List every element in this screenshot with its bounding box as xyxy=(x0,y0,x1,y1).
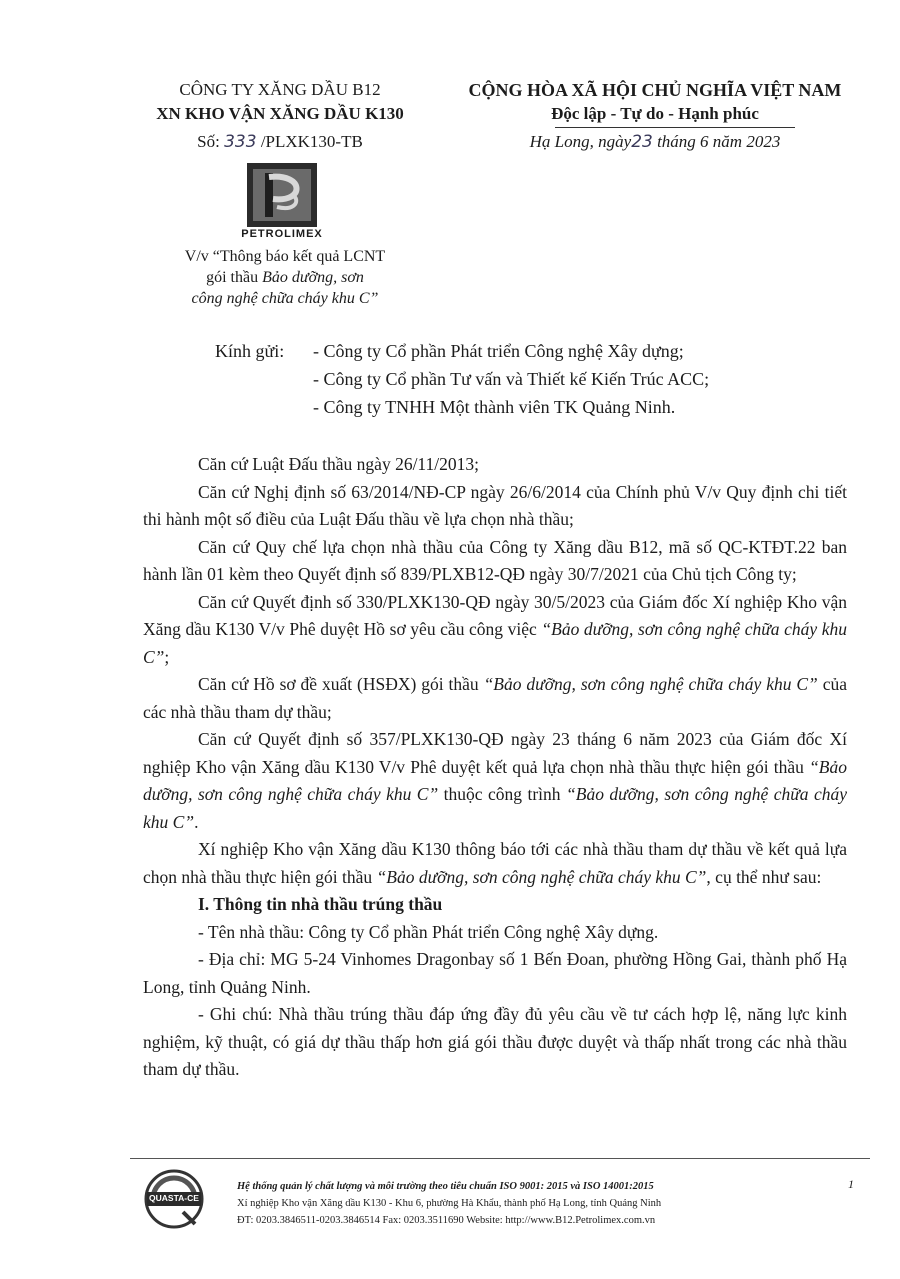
unit-name: XN KHO VẬN XĂNG DẦU K130 xyxy=(156,104,404,123)
winner-address: - Địa chỉ: MG 5-24 Vinhomes Dragonbay số 1 Bến Đoan, phường Hồng Gai, thành phố Hạ Long, tỉnh Quảng Ninh. xyxy=(143,949,847,997)
winner-name: - Tên nhà thầu: Công ty Cổ phần Phát triển Công nghệ Xây dựng. xyxy=(198,921,659,942)
date-prefix: Hạ Long, ngày xyxy=(529,132,632,151)
footer-contact-line: ĐT: 0203.3846511-0203.3846514 Fax: 0203.3511690 Website: http://www.B12.Petrolimex.com.vn xyxy=(237,1215,656,1226)
logo-text: PETROLIMEX xyxy=(241,228,323,240)
recipient-3: - Công ty TNHH Một thành viên TK Quảng Ninh. xyxy=(313,397,676,417)
p6-end: . xyxy=(194,811,199,832)
country-title: CỘNG HÒA XÃ HỘI CHỦ NGHĨA VIỆT NAM xyxy=(468,80,842,100)
p7-package-name: “Bảo dưỡng, sơn công nghệ chữa cháy khu C” xyxy=(376,866,707,887)
p6-project-name: “Bảo dưỡng, sơn công nghệ chữa cháy khu C” xyxy=(143,784,848,832)
footer-iso-line: Hệ thống quản lý chất lượng và môi trường theo tiêu chuẩn ISO 9001: 2015 và ISO 14001:2015 xyxy=(237,1181,654,1192)
recipient-2: - Công ty Cổ phần Tư vấn và Thiết kế Kiến Trúc ACC; xyxy=(313,369,710,389)
motto-underline xyxy=(555,127,795,128)
quasta-logo-text: QUASTA-CE xyxy=(149,1193,199,1203)
footer-divider xyxy=(130,1158,870,1159)
subject-line-2a: gói thầu xyxy=(206,269,263,286)
paragraph-legal-basis-4 xyxy=(143,589,847,672)
recipient-1: - Công ty Cổ phần Phát triển Công nghệ Xây dựng; xyxy=(313,341,684,361)
paragraph-legal-basis-6 xyxy=(143,726,847,836)
motto: Độc lập - Tự do - Hạnh phúc xyxy=(551,104,759,123)
date-suffix: tháng 6 năm 2023 xyxy=(657,132,781,151)
p4-end: ; xyxy=(164,646,170,667)
paragraph-legal-basis-1: Căn cứ Luật Đấu thầu ngày 26/11/2013; xyxy=(198,454,479,474)
subject-line-3: công nghệ chữa cháy khu C” xyxy=(191,290,379,307)
p7-text: Xí nghiệp Kho vận Xăng dầu K130 thông báo tới các nhà thầu tham dự thầu về kết quả lựa chọn nhà thầu thực hiện gói thầu xyxy=(143,839,847,887)
document-number xyxy=(130,131,430,153)
p5-text: Căn cứ Hồ sơ đề xuất (HSĐX) gói thầu xyxy=(198,674,484,694)
paragraph-legal-basis-5 xyxy=(143,671,847,726)
date-day-handwritten: 23 xyxy=(631,132,653,152)
p6-mid: thuộc công trình xyxy=(438,784,567,804)
p7-end: , cụ thể như sau: xyxy=(706,866,822,887)
subject-line-2b: Bảo dưỡng, sơn xyxy=(262,269,364,286)
quasta-logo-icon xyxy=(143,1168,205,1230)
subject-line-1: V/v “Thông báo kết quả LCNT xyxy=(184,248,386,265)
p6-package-name: “Bảo dưỡng, sơn công nghệ chữa cháy khu C” xyxy=(143,756,847,804)
p5-end: của các nhà thầu tham dự thầu; xyxy=(143,674,847,722)
p4-text: Căn cứ Quyết định số 330/PLXK130-QĐ ngày 30/5/2023 của Giám đốc Xí nghiệp Kho vận Xăng dầu K130 V/v Phê duyệt Hồ sơ yêu cầu công việc xyxy=(143,591,847,639)
p5-package-name: “Bảo dưỡng, sơn công nghệ chữa cháy khu C” xyxy=(483,674,818,694)
paragraph-legal-basis-3: Căn cứ Quy chế lựa chọn nhà thầu của Công ty Xăng dầu B12, mã số QC-KTĐT.22 ban hành lần 01 kèm theo Quyết định số 839/PLXB12-QĐ ngày 30/7/2021 của Chủ tịch Công ty; xyxy=(143,536,847,584)
doc-no-suffix: /PLXK130-TB xyxy=(260,132,363,151)
paragraph-announcement xyxy=(143,836,847,891)
doc-no-prefix: Số: xyxy=(197,132,220,151)
doc-no-handwritten: 333 xyxy=(224,132,257,152)
recipients-label: Kính gửi: xyxy=(215,341,285,361)
subject-line-2 xyxy=(160,267,410,288)
p4-package-name: “Bảo dưỡng, sơn công nghệ chữa cháy khu C” xyxy=(143,619,848,667)
document-body xyxy=(143,451,847,1084)
winner-note: - Ghi chú: Nhà thầu trúng thầu đáp ứng đầy đủ yêu cầu về tư cách hợp lệ, năng lực kinh nghiệm, kỹ thuật, có giá dự thầu thấp hơn giá gói thầu được duyệt và thấp nhất trong các nhà thầu tham dự thầu. xyxy=(143,1004,847,1079)
footer-address-line: Xí nghiệp Kho vận Xăng dầu K130 - Khu 6, phường Hà Khẩu, thành phố Hạ Long, tỉnh Quảng Ninh xyxy=(237,1198,662,1209)
paragraph-legal-basis-2: Căn cứ Nghị định số 63/2014/NĐ-CP ngày 26/6/2014 của Chính phủ V/v Quy định chi tiết thi hành một số điều của Luật Đấu thầu về lựa chọn nhà thầu; xyxy=(143,481,847,529)
p6-text: Căn cứ Quyết định số 357/PLXK130-QĐ ngày 23 tháng 6 năm 2023 của Giám đốc Xí nghiệp Kho vận Xăng dầu K130 V/v Phê duyệt kết quả lựa chọn nhà thầu thực hiện gói thầu xyxy=(143,729,847,777)
section-title: I. Thông tin nhà thầu trúng thầu xyxy=(198,894,443,914)
page-number: 1 xyxy=(848,1177,854,1191)
issue-date xyxy=(440,131,870,153)
company-name: CÔNG TY XĂNG DẦU B12 xyxy=(179,80,381,99)
petrolimex-logo-icon xyxy=(247,163,317,227)
